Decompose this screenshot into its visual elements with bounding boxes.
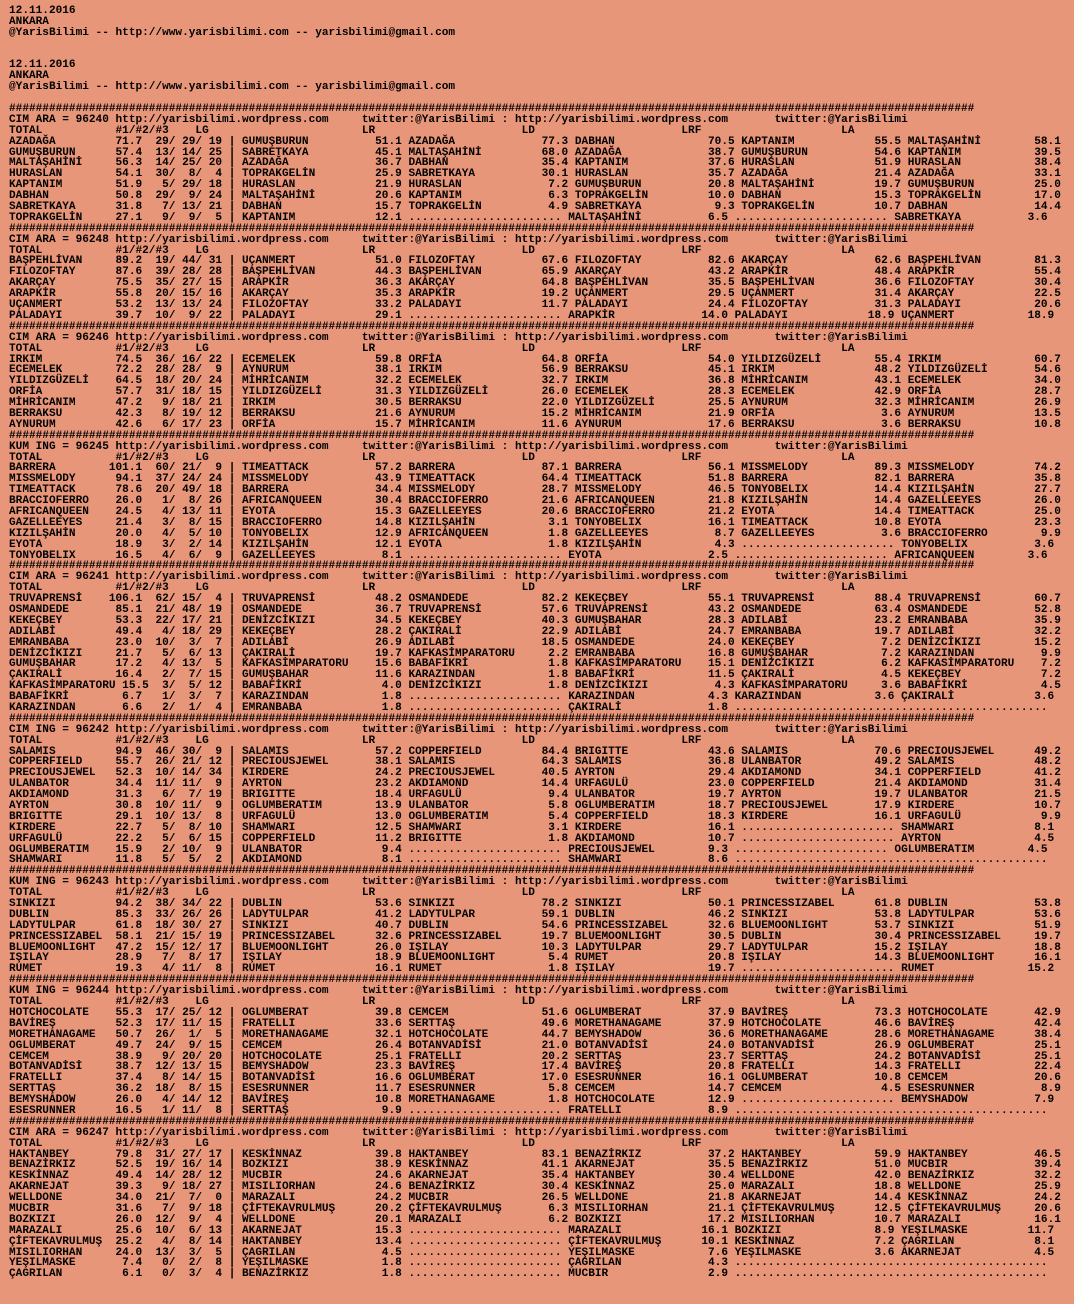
section-divider: ################################################################################################################################################# [9, 974, 975, 987]
table-row: ÇAKIRALİ 16.4 2/ 7/ 15 | GUMUŞBAHAR 11.6 KARAZINDAN 1.8 BABAFİKRİ 11.5 ÇAKIRALİ 4.5 KEKEÇBEY 7.2 [9, 669, 1061, 682]
table-row: HURASLAN 54.1 30/ 8/ 4 | TOPRAKGELİN 25.9 SABRETKAYA 30.1 HURASLAN 35.7 AZADAĞA 21.4 AZADAĞA 33.1 [9, 168, 1061, 181]
table-row: MUCBIR 31.6 7/ 9/ 18 | ÇİFTEKAVRULMUŞ 20.2 ÇİFTEKAVRULMUŞ 6.3 MISILIORHAN 21.1 ÇİFTEKAVRULMUŞ 12.5 ÇİFTEKAVRULMUŞ 20.6 [9, 1202, 1061, 1215]
date-line: 12.11.2016 [9, 5, 76, 17]
table-row: MARAZALI 25.6 10/ 6/ 13 | AKARNEJAT 15.3 ....................... MARAZALI 16.1 BOZKIZI 8.9 YEŞILMASKE 11.7 [9, 1224, 1055, 1237]
table-row: AYRTON 30.8 10/ 11/ 9 | OGLUMBERATIM 13.9 ULANBATOR 5.8 OGLUMBERATIM 18.7 PRECIOUSJEWEL 17.9 KIRDERE 10.7 [9, 800, 1061, 813]
table-row: RUMET 19.3 4/ 11/ 8 | RUMET 16.1 RUMET 1.8 IŞILAY 19.7 ....................... RUMET 15.2 [9, 963, 1055, 976]
date-line: 12.11.2016 [9, 59, 76, 72]
table-row: BAVİREŞ 52.3 17/ 11/ 15 | FRATELLI 33.6 SERTTAŞ 49.6 MORETHANAGAME 37.9 HOTCHOCOLATE 46.6 BAVİREŞ 42.4 [9, 1017, 1061, 1030]
table-row: MİHRİCANIM 47.2 9/ 18/ 21 | IRKIM 30.5 BERRAKSU 22.0 YILDIZGÜZELİ 25.5 AYNURUM 32.3 MİHRİCANIM 26.9 [9, 397, 1061, 410]
table-row: SHAMWARI 11.8 5/ 5/ 2 | AKDIAMOND 8.1 ....................... SHAMWARI 8.6 ............................................... [9, 854, 1048, 867]
table-row: OSMANDEDE 85.1 21/ 48/ 19 | OSMANDEDE 36.7 TRUVAPRENSİ 57.6 TRUVAPRENSİ 43.2 OSMANDEDE 63.4 OSMANDEDE 52.8 [9, 603, 1061, 616]
blank-line [9, 39, 1061, 50]
table-row: BOTANVADİSİ 38.7 12/ 13/ 15 | BEMYSHADOW 23.3 BAVİREŞ 17.4 BAVİREŞ 20.8 FRATELLI 14.3 FRATELLI 22.4 [9, 1061, 1061, 1074]
table-row: TONYOBELIX 16.5 4/ 6/ 9 | GAZELLEEYES 8.1 ....................... EYOTA 2.5 ....................... AFRICANQUEEN 3.6 [9, 549, 1048, 562]
table-row: SERTTAŞ 36.2 18/ 8/ 15 | ESESRUNNER 11.7 ESESRUNNER 5.8 CEMCEM 14.7 CEMCEM 4.5 ESESRUNNER 8.9 [9, 1083, 1061, 1096]
table-row: AKARÇAY 75.5 35/ 27/ 15 | ARAPKİR 36.3 AKARÇAY 64.8 BAŞPEHLİVAN 35.5 BAŞPEHLİVAN 36.6 FILOZOFTAY 30.4 [9, 277, 1061, 290]
column-header-line: TOTAL #1/#2/#3 LG LR LD LRF LA [9, 582, 855, 595]
race-statistics-document [9, 6, 1061, 1280]
table-row: AZADAĞA 71.7 29/ 29/ 19 | GUMUŞBURUN 51.1 AZADAĞA 77.3 DABHAN 70.5 KAPTANIM 55.5 MALTAŞAHİNİ 58.1 [9, 135, 1061, 148]
table-row: BLUEMOONLIGHT 47.2 15/ 12/ 17 | BLUEMOONLIGHT 26.0 IŞILAY 10.3 LADYTULPAR 29.7 LADYTULPAR 15.2 IŞILAY 18.8 [9, 941, 1061, 954]
table-row: AKARNEJAT 39.3 9/ 18/ 27 | MISILIORHAN 24.6 BENAZİRKIZ 30.4 KESKİNNAZ 25.0 MARAZALI 18.8 WELLDONE 25.9 [9, 1181, 1061, 1194]
section-divider: ################################################################################################################################################# [9, 865, 975, 878]
table-row: CEMCEM 38.9 9/ 20/ 20 | HOTCHOCOLATE 25.1 FRATELLI 20.2 SERTTAŞ 23.7 SERTTAŞ 24.2 BOTANVADİSİ 25.1 [9, 1050, 1061, 1063]
table-row: HOTCHOCOLATE 55.3 17/ 25/ 12 | OGLUMBERAT 39.8 CEMCEM 51.6 OGLUMBERAT 37.9 BAVİREŞ 73.3 HOTCHOCOLATE 42.9 [9, 1006, 1061, 1019]
race-header-line: CIM ARA = 96240 http://yarisbilimi.wordpress.com twitter:@YarisBilimi : http://yarisbilimi.wordpress.com twitter:@YarisBilimi [9, 113, 908, 126]
table-row: MISILIORHAN 24.0 13/ 3/ 5 | ÇAGRILAN 4.5 ....................... YEŞILMASKE 7.6 YEŞILMASKE 3.6 AKARNEJAT 4.5 [9, 1246, 1055, 1259]
table-row: BENAZİRKIZ 52.5 19/ 16/ 14 | BOZKIZI 38.9 KESKİNNAZ 41.1 AKARNEJAT 35.5 BENAZİRKIZ 51.0 MUCBIR 39.4 [9, 1159, 1061, 1172]
text-line: @YarisBilimi -- http://www.yarisbilimi.com -- yarisbilimi@gmail.com [9, 81, 456, 94]
table-row: TRUVAPRENSİ 106.1 62/ 15/ 4 | TRUVAPRENSİ 48.2 OSMANDEDE 82.2 KEKEÇBEY 55.1 TRUVAPRENSİ 88.4 TRUVAPRENSİ 60.7 [9, 593, 1061, 606]
table-row: GAZELLEEYES 21.4 3/ 8/ 15 | BRACCIOFERRO 14.8 KIZILŞAHİN 3.1 TONYOBELIX 16.1 TIMEATTACK 10.8 EYOTA 23.3 [9, 516, 1061, 529]
column-header-line: TOTAL #1/#2/#3 LG LR LD LRF LA [9, 996, 855, 1009]
race-header-line: CIM ING = 96242 http://yarisbilimi.wordpress.com twitter:@YarisBilimi : http://yarisbilimi.wordpress.com twitter:@YarisBilimi [9, 723, 908, 736]
table-row: YEŞILMASKE 7.4 0/ 2/ 8 | YEŞILMASKE 1.8 ....................... ÇAGRILAN 4.3 ............................................... [9, 1257, 1048, 1270]
table-row: KIRDERE 22.7 5/ 8/ 10 | SHAMWARI 12.5 SHAMWARI 3.1 KIRDERE 16.1 ....................... SHAMWARI 8.1 [9, 821, 1055, 834]
table-row: AYNURUM 42.6 6/ 17/ 23 | ORFİA 15.7 MİHRİCANIM 11.6 AYNURUM 17.6 BERRAKSU 3.6 BERRAKSU 10.8 [9, 418, 1061, 431]
table-row: BABAFİKRİ 6.7 1/ 3/ 7 | KARAZINDAN 1.8 ....................... KARAZINDAN 4.3 KARAZINDAN 3.6 ÇAKIRALİ 3.6 [9, 691, 1055, 704]
table-row: BEMYSHADOW 26.0 4/ 14/ 12 | BAVİREŞ 10.8 MORETHANAGAME 1.8 HOTCHOCOLATE 12.9 ....................... BEMYSHADOW 7.9 [9, 1094, 1055, 1107]
table-row: BRACCIOFERRO 26.0 1/ 8/ 26 | AFRICANQUEEN 30.4 BRACCIOFERRO 21.6 AFRICANQUEEN 21.8 KIZILŞAHİN 14.4 GAZELLEEYES 26.0 [9, 495, 1061, 508]
table-row: IŞILAY 28.9 7/ 8/ 17 | IŞILAY 18.9 BLUEMOONLIGHT 5.4 RUMET 20.8 IŞILAY 14.3 BLUEMOONLIGHT 16.1 [9, 952, 1061, 965]
table-row: ÇAGRILAN 6.1 0/ 3/ 4 | BENAZİRKIZ 1.8 ....................... MUCBIR 2.9 ............................................... [9, 1268, 1048, 1281]
table-row: MISSMELODY 94.1 37/ 24/ 24 | MISSMELODY 43.9 TIMEATTACK 64.4 TIMEATTACK 51.8 BARRERA 82.1 BARRERA 35.8 [9, 473, 1061, 486]
table-row: AKDIAMOND 31.3 6/ 7/ 19 | BRIGITTE 18.4 URFAGULÜ 9.4 ULANBATOR 19.7 AYRTON 19.7 ULANBATOR 21.5 [9, 789, 1061, 802]
column-header-line: TOTAL #1/#2/#3 LG LR LD LRF LA [9, 451, 855, 464]
table-row: SABRETKAYA 31.8 7/ 13/ 21 | DABHAN 15.7 TOPRAKGELİN 4.9 SABRETKAYA 9.3 TOPRAKGELİN 10.7 DABHAN 14.4 [9, 201, 1061, 214]
table-row: MORETHANAGAME 50.7 26/ 1/ 5 | MORETHANAGAME 32.1 HOTCHOCOLATE 44.7 BEMYSHADOW 36.6 MORETHANAGAME 28.6 MORETHANAGAME 38.4 [9, 1028, 1061, 1041]
table-row: ÇİFTEKAVRULMUŞ 25.2 4/ 8/ 14 | HAKTANBEY 13.4 ....................... ÇİFTEKAVRULMUŞ 10.1 KESKİNNAZ 7.2 ÇAGRILAN 8.1 [9, 1235, 1055, 1248]
table-row: MALTAŞAHİNİ 56.3 14/ 25/ 20 | AZADAĞA 36.7 DABHAN 35.4 KAPTANIM 37.6 HURASLAN 51.9 HURASLAN 38.4 [9, 157, 1061, 170]
column-header-line: TOTAL #1/#2/#3 LG LR LD LRF LA [9, 887, 855, 900]
table-row: WELLDONE 34.0 21/ 7/ 0 | MARAZALI 24.2 MUCBIR 26.5 WELLDONE 21.8 AKARNEJAT 14.4 KESKİNNAZ 24.2 [9, 1192, 1061, 1205]
table-row: KAFKASİMPARATORU 15.5 3/ 5/ 12 | BABAFİKRİ 4.0 DENİZCİKIZI 1.8 DENİZCİKIZI 4.3 KAFKASİMPARATORU 3.6 BABAFİKRİ 4.5 [9, 680, 1061, 693]
table-row: HAKTANBEY 79.8 31/ 27/ 17 | KESKİNNAZ 39.8 HAKTANBEY 83.1 BENAZİRKIZ 37.2 HAKTANBEY 59.9 HAKTANBEY 46.5 [9, 1148, 1061, 1161]
race-header-line: KUM ING = 96243 http://yarisbilimi.wordpress.com twitter:@YarisBilimi : http://yarisbilimi.wordpress.com twitter:@YarisBilimi [9, 876, 908, 889]
table-row: OGLUMBERAT 49.7 24/ 9/ 15 | CEMCEM 26.4 BOTANVADİSİ 21.0 BOTANVADİSİ 24.0 BOTANVADİSİ 26.9 OGLUMBERAT 25.1 [9, 1039, 1061, 1052]
section-divider: ################################################################################################################################################# [9, 712, 975, 725]
table-row: BRIGITTE 29.1 10/ 13/ 8 | URFAGULÜ 13.0 OGLUMBERATIM 5.4 COPPERFIELD 18.3 KIRDERE 16.1 URFAGULÜ 9.9 [9, 810, 1061, 823]
table-row: IRKIM 74.5 36/ 16/ 22 | ECEMELEK 59.8 ORFİA 64.8 ORFİA 54.0 YILDIZGÜZELİ 55.4 IRKIM 60.7 [9, 353, 1061, 366]
blank-line [9, 50, 1061, 61]
table-row: SALAMIS 94.9 46/ 30/ 9 | SALAMIS 57.2 COPPERFIELD 84.4 BRIGITTE 43.6 SALAMIS 70.6 PRECIOUSJEWEL 49.2 [9, 745, 1061, 758]
table-row: FRATELLI 37.4 8/ 14/ 15 | BOTANVADİSİ 16.6 OGLUMBERAT 17.0 ESESRUNNER 16.1 OGLUMBERAT 10.8 CEMCEM 20.6 [9, 1072, 1061, 1085]
column-header-line: TOTAL #1/#2/#3 LG LR LD LRF LA [9, 124, 855, 137]
table-row: UÇANMERT 53.2 13/ 13/ 24 | FILOZOFTAY 33.2 PALADAYI 11.7 PALADAYI 24.4 FILOZOFTAY 31.3 PALADAYI 20.6 [9, 299, 1061, 312]
table-row: BAŞPEHLİVAN 89.2 19/ 44/ 31 | UÇANMERT 51.0 FILOZOFTAY 67.6 FILOZOFTAY 82.6 AKARÇAY 62.6 BAŞPEHLİVAN 81.3 [9, 255, 1061, 268]
table-row: SINKIZI 94.2 38/ 34/ 22 | DUBLIN 53.6 SINKIZI 78.2 SINKIZI 50.1 PRINCESSIZABEL 61.8 DUBLIN 53.8 [9, 898, 1061, 911]
section-divider: ################################################################################################################################################# [9, 1115, 975, 1128]
table-row: KIZILŞAHİN 20.0 4/ 5/ 10 | TONYOBELIX 12.9 AFRICANQUEEN 1.8 GAZELLEEYES 8.7 GAZELLEEYES 3.6 BRACCIOFERRO 9.9 [9, 527, 1061, 540]
table-row: KARAZINDAN 6.6 2/ 1/ 4 | EMRANBABA 1.8 ....................... ÇAKIRALİ 1.8 ............................................... [9, 702, 1048, 714]
race-header-line: CIM ARA = 96248 http://yarisbilimi.wordpress.com twitter:@YarisBilimi : http://yarisbilimi.wordpress.com twitter:@YarisBilimi [9, 233, 908, 246]
table-row: TIMEATTACK 78.6 20/ 49/ 18 | BARRERA 34.4 MISSMELODY 28.7 MISSMELODY 46.5 TONYOBELIX 14.4 KIZILŞAHİN 27.7 [9, 484, 1061, 497]
race-header-line: KUM ING = 96245 http://yarisbilimi.wordpress.com twitter:@YarisBilimi : http://yarisbilimi.wordpress.com twitter:@YarisBilimi [9, 440, 908, 453]
column-header-line: TOTAL #1/#2/#3 LG LR LD LRF LA [9, 1137, 855, 1150]
table-row: GUMUŞBURUN 57.4 13/ 14/ 25 | SABRETKAYA 45.1 MALTAŞAHİNİ 68.0 AZADAĞA 38.7 GUMUŞBURUN 54.6 KAPTANIM 39.5 [9, 146, 1061, 159]
table-row: BOZKIZI 26.0 12/ 9/ 4 | WELLDONE 20.1 MARAZALI 6.2 BOZKIZI 17.2 MISILIORHAN 10.7 MARAZALI 16.1 [9, 1213, 1061, 1226]
table-row: EYOTA 18.9 3/ 2/ 14 | KIZILŞAHİN 12.1 EYOTA 1.8 KIZILŞAHİN 4.3 ....................... TONYOBELIX 3.6 [9, 538, 1055, 551]
table-row: GUMUŞBAHAR 17.2 4/ 13/ 5 | KAFKASİMPARATORU 15.6 BABAFİKRİ 1.8 KAFKASİMPARATORU 15.1 DENİZCİKIZI 6.2 KAFKASİMPARATORU 7.2 [9, 658, 1061, 671]
table-row: KEKEÇBEY 53.3 22/ 17/ 21 | DENİZCİKIZI 34.5 KEKEÇBEY 40.3 GUMUŞBAHAR 28.3 ADILABİ 23.2 EMRANBABA 35.9 [9, 614, 1061, 627]
table-row: OGLUMBERATIM 15.9 2/ 10/ 9 | ULANBATOR 9.4 ....................... PRECIOUSJEWEL 9.3 ....................... OGLUMBERATIM 4.5 [9, 843, 1048, 856]
table-row: ARAPKİR 55.8 20/ 15/ 16 | AKARÇAY 35.3 ARAPKİR 19.2 UÇANMERT 29.5 UÇANMERT 31.4 AKARÇAY 22.5 [9, 288, 1061, 301]
column-header-line: TOTAL #1/#2/#3 LG LR LD LRF LA [9, 734, 855, 747]
text-line: ANKARA [9, 70, 49, 83]
column-header-line: TOTAL #1/#2/#3 LG LR LD LRF LA [9, 342, 855, 355]
table-row: URFAGULÜ 22.2 5/ 6/ 15 | COPPERFIELD 11.2 BRIGITTE 1.8 AKDIAMOND 10.7 ....................... AYRTON 4.5 [9, 832, 1055, 845]
section-divider: ################################################################################################################################################# [9, 222, 975, 235]
table-row: TOPRAKGELİN 27.1 9/ 9/ 5 | KAPTANIM 12.1 ....................... MALTAŞAHİNİ 6.5 ....................... SABRETKAYA 3.6 [9, 211, 1048, 224]
table-row: PRECIOUSJEWEL 52.3 10/ 14/ 34 | KIRDERE 24.2 PRECIOUSJEWEL 40.5 AYRTON 29.4 AKDIAMOND 34.1 COPPERFIELD 41.2 [9, 767, 1061, 780]
table-row: ULANBATOR 34.4 11/ 11/ 9 | AYRTON 23.2 AKDIAMOND 14.4 URFAGULÜ 23.0 COPPERFIELD 21.4 AKDIAMOND 31.4 [9, 778, 1061, 791]
table-row: ORFİA 57.7 31/ 18/ 15 | YILDIZGÜZELİ 31.3 YILDIZGÜZELİ 26.0 ECEMELEK 28.3 ECEMELEK 42.9 ORFİA 28.7 [9, 386, 1061, 399]
section-divider: ################################################################################################################################################# [9, 560, 975, 573]
table-row: PALADAYI 39.7 10/ 9/ 22 | PALADAYI 29.1 ....................... ARAPKİR 14.0 PALADAYI 18.9 UÇANMERT 18.9 [9, 309, 1055, 322]
table-row: BERRAKSU 42.3 8/ 19/ 12 | BERRAKSU 21.6 AYNURUM 15.2 MİHRİCANIM 21.9 ORFİA 3.6 AYNURUM 13.5 [9, 407, 1061, 420]
section-divider: ################################################################################################################################################# [9, 103, 975, 116]
table-row: COPPERFIELD 55.7 26/ 21/ 12 | PRECIOUSJEWEL 38.1 SALAMIS 64.3 SALAMIS 36.8 ULANBATOR 49.2 SALAMIS 48.2 [9, 756, 1061, 769]
table-row: DABHAN 50.8 29/ 9/ 24 | MALTAŞAHİNİ 20.6 KAPTANIM 6.3 TOPRAKGELİN 10.0 DABHAN 15.3 TOPRAKGELİN 17.0 [9, 190, 1061, 203]
text-line: ANKARA [9, 15, 49, 28]
table-row: DUBLIN 85.3 33/ 26/ 26 | LADYTULPAR 41.2 LADYTULPAR 59.1 DUBLIN 46.2 SINKIZI 53.8 LADYTULPAR 53.6 [9, 908, 1061, 921]
race-header-line: CIM ARA = 96247 http://yarisbilimi.wordpress.com twitter:@YarisBilimi : http://yarisbilimi.wordpress.com twitter:@YarisBilimi [9, 1126, 908, 1139]
table-row: DENİZCİKIZI 21.7 5/ 6/ 13 | ÇAKIRALİ 19.7 KAFKASİMPARATORU 2.2 EMRANBABA 16.8 GUMUŞBAHAR 7.2 KARAZINDAN 9.9 [9, 647, 1061, 660]
column-header-line: TOTAL #1/#2/#3 LG LR LD LRF LA [9, 244, 855, 257]
race-header-line: CIM ARA = 96246 http://yarisbilimi.wordpress.com twitter:@YarisBilimi : http://yarisbilimi.wordpress.com twitter:@YarisBilimi [9, 331, 908, 344]
table-row: KESKİNNAZ 49.4 14/ 28/ 12 | MUCBIR 24.6 AKARNEJAT 35.4 HAKTANBEY 30.4 WELLDONE 42.0 BENAZİRKIZ 32.2 [9, 1170, 1061, 1183]
table-row: FILOZOFTAY 87.6 39/ 28/ 28 | BAŞPEHLİVAN 44.3 BAŞPEHLİVAN 65.9 AKARÇAY 43.2 ARAPKİR 48.4 ARAPKİR 55.4 [9, 266, 1061, 279]
table-row: YILDIZGÜZELİ 64.5 18/ 20/ 24 | MİHRİCANIM 32.2 ECEMELEK 32.7 IRKIM 36.8 MİHRİCANIM 43.1 ECEMELEK 34.0 [9, 375, 1061, 388]
table-row: KAPTANIM 51.9 5/ 29/ 18 | HURASLAN 21.9 HURASLAN 7.2 GUMUŞBURUN 20.8 MALTAŞAHİNİ 19.7 GUMUŞBURUN 25.0 [9, 179, 1061, 192]
section-divider: ################################################################################################################################################# [9, 429, 975, 442]
table-row: LADYTULPAR 61.8 18/ 30/ 27 | SINKIZI 40.7 DUBLIN 54.6 PRINCESSIZABEL 32.6 BLUEMOONLIGHT 53.7 SINKIZI 51.9 [9, 919, 1061, 932]
table-row: ADILABİ 49.4 4/ 18/ 29 | KEKEÇBEY 28.2 ÇAKIRALİ 22.9 ADILABİ 24.7 EMRANBABA 19.7 ADILABİ 32.2 [9, 625, 1061, 638]
race-header-line: CIM ARA = 96241 http://yarisbilimi.wordpress.com twitter:@YarisBilimi : http://yarisbilimi.wordpress.com twitter:@YarisBilimi [9, 571, 908, 584]
table-row: BARRERA 101.1 60/ 21/ 9 | TIMEATTACK 57.2 BARRERA 87.1 BARRERA 56.1 MISSMELODY 89.3 MISSMELODY 74.2 [9, 462, 1061, 475]
text-line: @YarisBilimi -- http://www.yarisbilimi.com -- yarisbilimi@gmail.com [9, 26, 456, 39]
table-row: PRINCESSIZABEL 58.1 21/ 15/ 19 | PRINCESSIZABEL 32.6 PRINCESSIZABEL 19.7 BLUEMOONLIGHT 30.5 DUBLIN 30.4 PRINCESSIZABEL 19.7 [9, 930, 1061, 943]
section-divider: ################################################################################################################################################# [9, 320, 975, 333]
race-header-line: KUM ING = 96244 http://yarisbilimi.wordpress.com twitter:@YarisBilimi : http://yarisbilimi.wordpress.com twitter:@YarisBilimi [9, 985, 908, 998]
table-row: EMRANBABA 23.0 10/ 3/ 7 | ADILABİ 26.9 ADILABİ 18.5 OSMANDEDE 24.0 KEKEÇBEY 7.2 DENİZCİKIZI 15.2 [9, 636, 1061, 649]
table-row: ESESRUNNER 16.5 1/ 11/ 8 | SERTTAŞ 9.9 ....................... FRATELLI 8.9 ............................................... [9, 1104, 1048, 1117]
table-row: ECEMELEK 72.2 28/ 28/ 9 | AYNURUM 38.1 IRKIM 56.9 BERRAKSU 45.1 IRKIM 48.2 YILDIZGÜZELİ 54.6 [9, 364, 1061, 377]
table-row: AFRICANQUEEN 24.5 4/ 13/ 11 | EYOTA 15.3 GAZELLEEYES 20.6 BRACCIOFERRO 21.2 EYOTA 14.4 TIMEATTACK 25.0 [9, 505, 1061, 518]
